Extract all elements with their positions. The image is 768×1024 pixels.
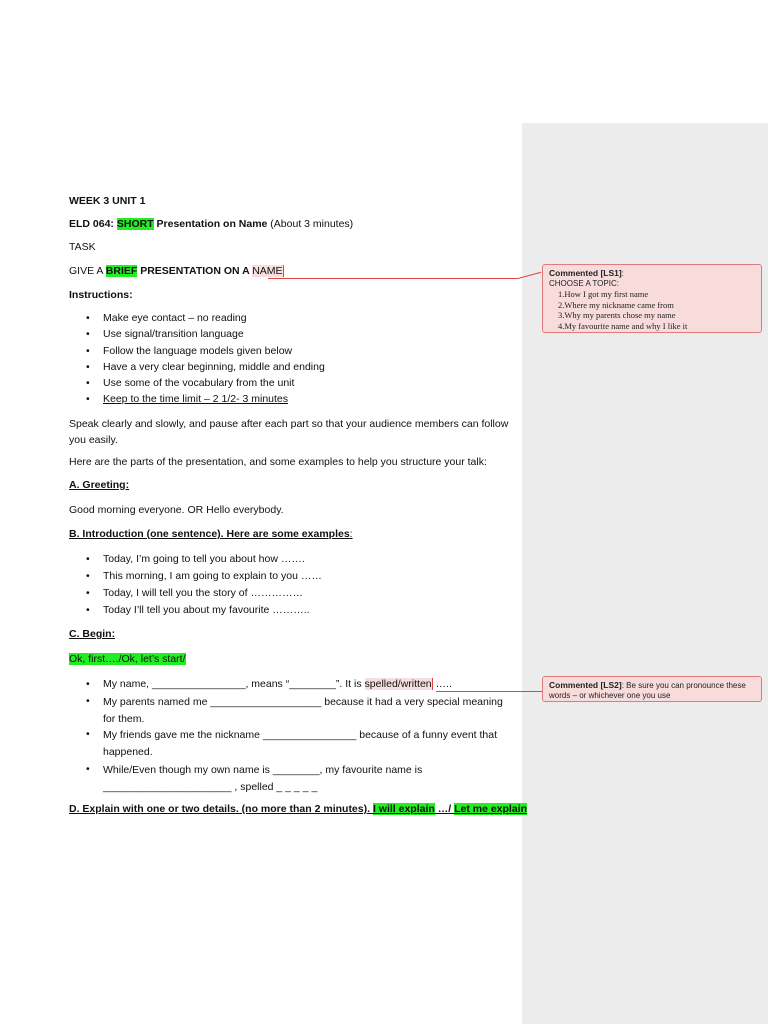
list-item: While/Even though my own name is ________, my favourite name is ______________________ , spelled _ _ _ _ _ [103,764,423,793]
introduction-heading: B. Introduction (one sentence). Here are some examples: [69,528,353,540]
list-item: Today, I’m going to tell you about how ……. [103,553,305,565]
speak-paragraph: Speak clearly and slowly, and pause after each part so that your audience members can follow you easily. [69,418,509,446]
comment-label: Commented [LS1] [549,268,622,278]
list-item: Keep to the time limit – 2 1/2- 3 minutes [103,393,289,405]
bullet: • [86,361,90,373]
begin-heading: C. Begin: [69,628,116,640]
comments-pane [522,123,768,1024]
list-item: Have a very clear beginning, middle and ending [103,361,325,373]
bullet: • [86,312,90,324]
list-item: Today, I will tell you the story of …………… [103,587,303,599]
list-item: Make eye contact – no reading [103,312,247,324]
list-item: Use signal/transition language [103,328,244,340]
list-item: My name, ________________, means “________”. It is spelled/written ….. [103,678,452,690]
task-label: TASK [69,241,96,253]
bullet: • [86,604,90,616]
greeting-text: Good morning everyone. OR Hello everybody. [69,504,284,516]
bullet: • [86,393,90,405]
bullet: • [86,763,90,775]
bullet: • [86,377,90,389]
comment-balloon-ls2[interactable] [542,676,762,702]
parts-paragraph: Here are the parts of the presentation, and some examples to help you structure your talk: [69,456,487,468]
instructions-heading: Instructions: [69,289,133,301]
list-item: 1.How I got my first name [558,289,649,299]
list-item: Follow the language models given below [103,345,293,357]
list-item: 4.My favourite name and why I like it [558,320,688,331]
comment-balloon-ls1[interactable]: Commented [LS1]: CHOOSE A TOPIC: 1.How I got my first name 2.Where my nickname came from 3.Why my parents chose my name 4.My favourite name and why I like it [542,264,762,333]
list-item: 3.Why my parents chose my name [558,310,676,320]
course-title: ELD 064: SHORT Presentation on Name (About 3 minutes) [69,218,354,230]
comment-text: : Be sure you can pronounce these words – or whichever one you use [549,681,746,700]
bullet: • [86,345,90,357]
list-item: This morning, I am going to explain to you …… [103,570,322,582]
greeting-heading: A. Greeting: [69,479,130,491]
list-item: Use some of the vocabulary from the unit [103,377,295,389]
list-item: My friends gave me the nickname ________________ because of a funny event that happened. [103,729,498,758]
comment-leader-line [520,691,542,692]
comment-topic-list [549,289,755,331]
bullet: • [86,678,90,690]
list-item: 2.Where my nickname came from [558,299,674,310]
task-line: GIVE A BRIEF PRESENTATION ON A NAME [69,265,283,277]
week-heading: WEEK 3 UNIT 1 [69,195,146,207]
comment-label: Commented [LS2] [549,680,622,690]
begin-phrase: Ok, first…./Ok, let’s start/ [69,653,186,665]
bullet: • [86,587,90,599]
bullet: • [86,328,90,340]
brief-highlight: BRIEF [105,265,138,277]
bullet: • [86,553,90,565]
list-item: Today I’ll tell you about my favourite ……….. [103,604,310,616]
explain-highlight-1: I will explain [372,803,435,815]
bullet: • [86,695,90,707]
explain-heading: D. Explain with one or two details. (no more than 2 minutes). I will explain …/ Let me explain [69,803,528,815]
comment-leader-line [436,691,520,692]
comment-topic-heading: CHOOSE A TOPIC: [549,279,619,288]
comment-leader-line [268,278,518,279]
explain-highlight-2: Let me explain [454,803,528,815]
name-comment-anchor[interactable]: NAME [252,265,283,277]
bullet: • [86,570,90,582]
bullet: • [86,728,90,740]
list-item: My parents named me ___________________ because it had a very special meaning for them. [103,696,503,725]
short-highlight: SHORT [116,218,154,230]
spelled-comment-anchor[interactable]: spelled/written [364,678,432,690]
